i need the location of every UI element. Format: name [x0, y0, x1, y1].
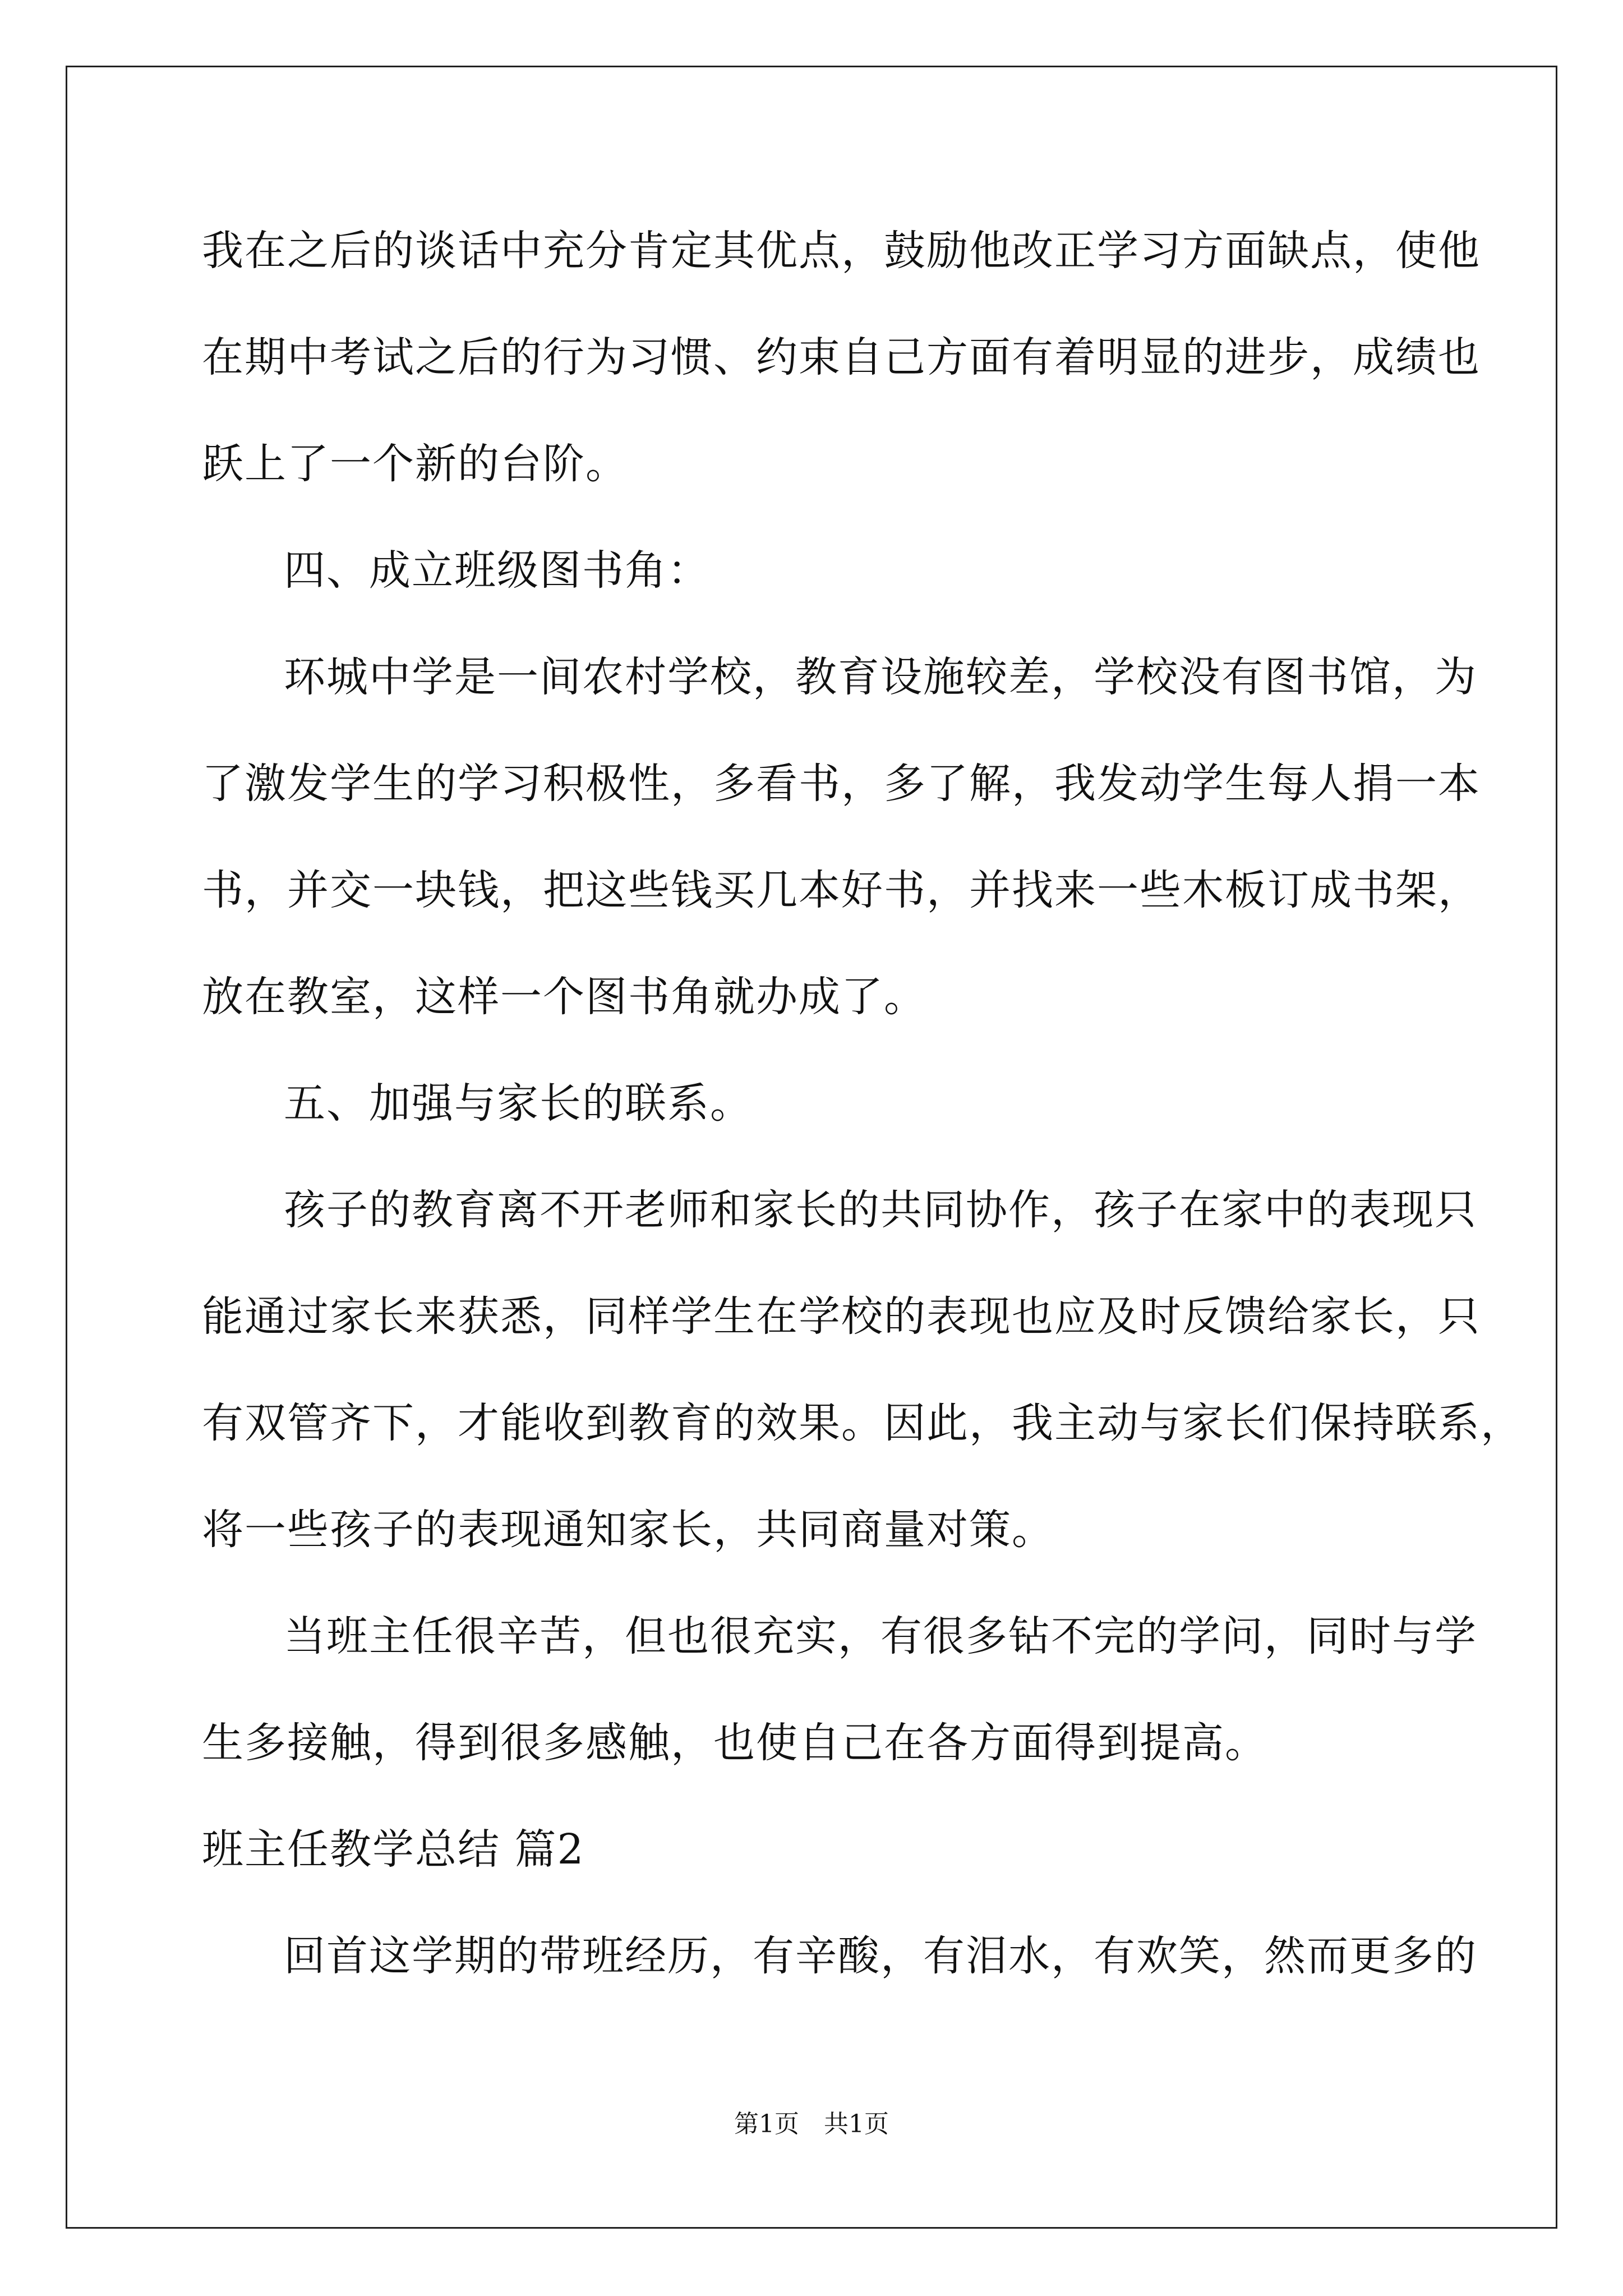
paragraph-line: 了激发学生的学习积极性，多看书，多了解，我发动学生每人捐一本	[202, 760, 1481, 808]
paragraph-line: 跃上了一个新的台阶。	[202, 440, 628, 488]
article-title: 班主任教学总结 篇2	[202, 1825, 585, 1874]
paragraph-line: 能通过家长来获悉，同样学生在学校的表现也应及时反馈给家长，只	[202, 1292, 1481, 1341]
paragraph-line: 孩子的教育离不开老师和家长的共同协作，孩子在家中的表现只	[284, 1186, 1477, 1234]
page-footer: 第1页 共1页	[734, 2110, 889, 2138]
paragraph-line: 生多接触，得到很多感触，也使自己在各方面得到提高。	[202, 1719, 1267, 1767]
paragraph-line: 当班主任很辛苦，但也很充实，有很多钻不完的学问，同时与学	[284, 1612, 1477, 1660]
section-heading: 四、成立班级图书角：	[284, 546, 710, 595]
paragraph-line: 我在之后的谈话中充分肯定其优点，鼓励他改正学习方面缺点，使他	[202, 227, 1481, 275]
paragraph-line: 环城中学是一间农村学校，教育设施较差，学校没有图书馆，为	[284, 653, 1477, 701]
paragraph-line: 书，并交一块钱，把这些钱买几本好书，并找来一些木板订成书架，	[202, 866, 1481, 914]
page-border	[66, 66, 1557, 2229]
paragraph-line: 回首这学期的带班经历，有辛酸，有泪水，有欢笑，然而更多的	[284, 1932, 1477, 1980]
section-heading: 五、加强与家长的联系。	[284, 1079, 753, 1128]
paragraph-line: 有双管齐下，才能收到教育的效果。因此，我主动与家长们保持联系，	[202, 1399, 1523, 1447]
paragraph-line: 将一些孩子的表现通知家长，共同商量对策。	[202, 1506, 1054, 1554]
paragraph-line: 放在教室，这样一个图书角就办成了。	[202, 973, 926, 1021]
paragraph-line: 在期中考试之后的行为习惯、约束自己方面有着明显的进步，成绩也	[202, 333, 1481, 381]
